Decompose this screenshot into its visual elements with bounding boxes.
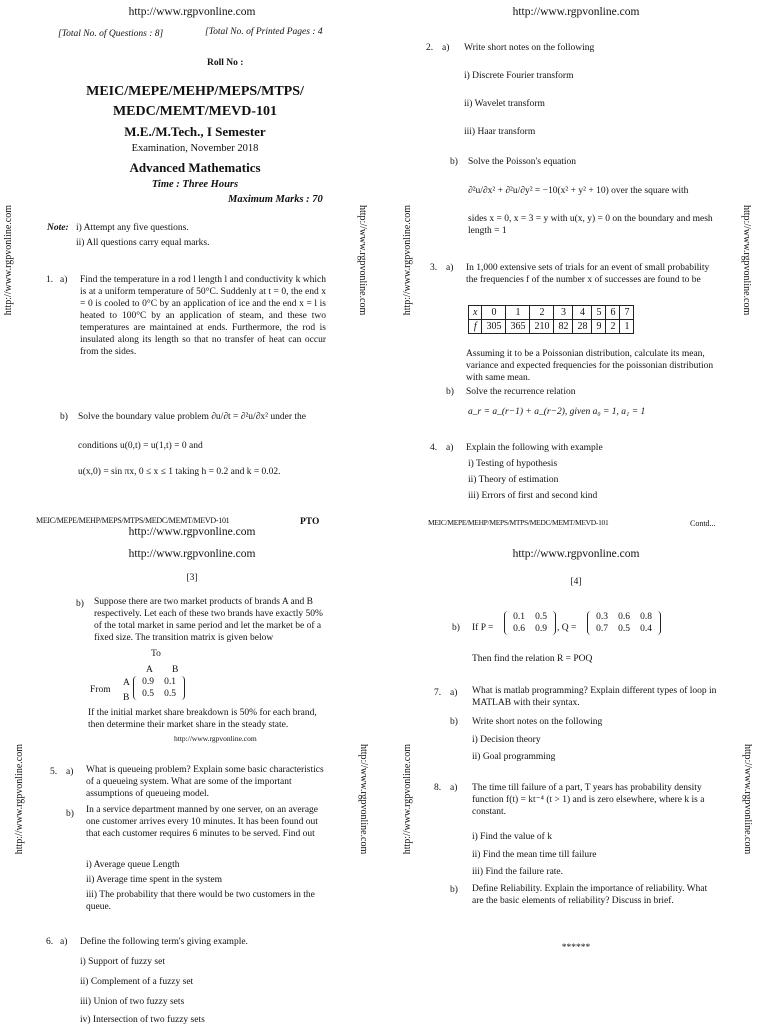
table-cell: 2 xyxy=(606,320,620,334)
table-cell: 1 xyxy=(506,306,530,320)
matrix-q xyxy=(587,611,661,635)
q8a-item-i: i) Find the value of k xyxy=(472,832,552,842)
q4-number: 4. xyxy=(430,443,438,453)
q5a-text: What is queueing problem? Explain some basic characteristics of a queueing system. What are some of the important assumptions of queueing model. xyxy=(86,765,324,799)
matrix-cell: 0.5 xyxy=(164,689,176,699)
table-cell: 28 xyxy=(573,320,592,334)
q3b-text: Solve the recurrence relation xyxy=(466,387,576,397)
q2a-text: Write short notes on the following xyxy=(464,43,595,53)
matrix-cell: 0.3 xyxy=(596,612,608,622)
q4a-label: a) xyxy=(446,443,454,453)
q2a-item-iii: iii) Haar transform xyxy=(464,127,536,137)
q4a-text: Explain the following with example xyxy=(466,443,603,453)
q6a-item-i: i) Support of fuzzy set xyxy=(80,957,165,967)
note-i: i) Attempt any five questions. xyxy=(76,223,189,233)
q5b-item-iii: iii) The probability that there would be two customers in the queue. xyxy=(86,890,315,912)
side-url-right: http://www.rgpvonline.com xyxy=(358,744,369,855)
matrix-cell: 0.9 xyxy=(535,624,547,634)
q7b-item-i: i) Decision theory xyxy=(472,735,541,745)
table-cell: 365 xyxy=(506,320,530,334)
q3b-equation: a_r = a_(r−1) + a_(r−2), given a₀ = 1, a₁ = 1 xyxy=(468,407,646,417)
q4b-after-text: If the initial market share breakdown is 50% for each brand, then determine their market share in the steady state. xyxy=(88,708,317,730)
q4b-text: Suppose there are two market products of brands A and B respectively. Let each of these two brands have exactly 50% of the total market in same period and let the market be of a fixed size. The transition matrix is given below xyxy=(94,597,323,643)
q4a-item-iii: iii) Errors of first and second kind xyxy=(468,491,598,501)
q7a-label: a) xyxy=(450,688,458,698)
matrix-col-b: B xyxy=(172,665,179,675)
note-ii: ii) All questions carry equal marks. xyxy=(76,238,210,248)
side-url-left: http://www.rgpvonline.com xyxy=(402,744,413,855)
course-code-line2: MEDC/MEMT/MEVD-101 xyxy=(112,104,278,119)
total-pages: [Total No. of Printed Pages : 4 xyxy=(205,27,323,37)
q6b-q-label: , Q = xyxy=(557,623,577,633)
q8a-label: a) xyxy=(450,783,458,793)
q6a-label: a) xyxy=(60,937,68,947)
q1b-text: Solve the boundary value problem ∂u/∂t = ∂²u/∂x² under the xyxy=(78,412,306,422)
q2b-equation: ∂²u/∂x² + ∂²u/∂y² = −10(x² + y² + 10) over the square with xyxy=(468,186,689,196)
subject-title: Advanced Mathematics xyxy=(129,160,261,175)
matrix-cell: 0.7 xyxy=(596,624,608,634)
q5b-label: b) xyxy=(66,809,74,819)
side-url-right: http://www.rgpvonline.com xyxy=(357,205,368,316)
table-cell: 5 xyxy=(592,306,606,320)
q6a-item-ii: ii) Complement of a fuzzy set xyxy=(80,977,194,987)
header-url: http://www.rgpvonline.com xyxy=(512,548,640,560)
matrix-cell: 0.6 xyxy=(513,624,525,634)
q5-number: 5. xyxy=(50,767,58,777)
q1a-label: a) xyxy=(60,275,68,285)
matrix-p xyxy=(504,611,556,635)
table-cell: 305 xyxy=(482,320,506,334)
exam-page-1 xyxy=(0,0,384,527)
q4a-item-i: i) Testing of hypothesis xyxy=(468,459,558,469)
exam-time: Time : Three Hours xyxy=(151,179,239,190)
matrix-cell: 0.4 xyxy=(640,624,652,634)
table-cell: 7 xyxy=(620,306,634,320)
q2a-item-i: i) Discrete Fourier transform xyxy=(464,71,574,81)
q1b-conditions-2: u(x,0) = sin πx, 0 ≤ x ≤ 1 taking h = 0.2 and k = 0.02. xyxy=(78,467,281,477)
end-of-paper-mark: ****** xyxy=(561,943,591,953)
frequency-table-row-x xyxy=(469,306,634,320)
q2b-label: b) xyxy=(450,157,458,167)
header-url: http://www.rgpvonline.com xyxy=(128,526,256,538)
q1a-text: Find the temperature in a rod l length l and conductivity k which is at a uniform temperature of 50°C. Suddenly at t = 0, the end x = 0 is cooled to 0°C by an application of ice and the end x = l is heated to 100°C by an application of steam, and these two temperatures are maintained at ends. Furthermore, the rod is insulated along its length so that no transfer of heat can occur from the sides. xyxy=(80,275,326,357)
matrix-row-a: A xyxy=(123,678,130,688)
matrix-cell: 0.8 xyxy=(640,612,652,622)
q2b-sides: sides x = 0, x = 3 = y with u(x, y) = 0 on the boundary and mesh length = 1 xyxy=(468,214,713,236)
q6b-then: Then find the relation R = POQ xyxy=(472,654,593,664)
matrix-row-b: B xyxy=(123,693,130,703)
exam-page-3 xyxy=(0,512,384,1024)
q8a-text: The time till failure of a part, T years has probability density function f(t) = kt⁻⁴ (t > 1) and is zero elsewhere, where k is a constant. xyxy=(472,783,705,817)
table-cell: 82 xyxy=(554,320,573,334)
q1-number: 1. xyxy=(46,275,54,285)
q3a-label: a) xyxy=(446,263,454,273)
table-header-x: x xyxy=(469,306,482,320)
q8a-item-ii: ii) Find the mean time till failure xyxy=(472,850,597,860)
roll-no: Roll No : xyxy=(207,58,244,68)
side-url-left: http://www.rgpvonline.com xyxy=(14,744,25,855)
q8a-item-iii: iii) Find the failure rate. xyxy=(472,867,564,877)
q7b-text: Write short notes on the following xyxy=(472,717,603,727)
matrix-cell: 0.1 xyxy=(513,612,525,622)
matrix-to-label: To xyxy=(151,649,161,659)
frequency-table xyxy=(468,305,634,334)
table-cell: 3 xyxy=(554,306,573,320)
matrix-from-label: From xyxy=(90,685,111,695)
exam-page-2 xyxy=(384,0,768,528)
q7b-label: b) xyxy=(450,717,458,727)
exam-page-4 xyxy=(384,512,768,1024)
matrix-cell: 0.5 xyxy=(618,624,630,634)
matrix-col-a: A xyxy=(146,665,153,675)
header-url: http://www.rgpvonline.com xyxy=(512,6,640,18)
table-header-f: f xyxy=(469,320,482,334)
q2b-text: Solve the Poisson's equation xyxy=(468,157,577,167)
q5b-item-ii: ii) Average time spent in the system xyxy=(86,875,222,885)
table-cell: 9 xyxy=(592,320,606,334)
q4a-item-ii: ii) Theory of estimation xyxy=(468,475,559,485)
q3b-label: b) xyxy=(446,387,454,397)
note-label: Note: xyxy=(47,223,69,233)
table-cell: 1 xyxy=(620,320,634,334)
table-cell: 210 xyxy=(530,320,554,334)
q3a-after-text: Assuming it to be a Poissonian distribution, calculate its mean, variance and expected frequencies for the poissonian distribution with same mean. xyxy=(466,349,714,383)
q7-number: 7. xyxy=(434,688,442,698)
matrix-cell: 0.6 xyxy=(618,612,630,622)
q5a-label: a) xyxy=(66,767,74,777)
table-cell: 6 xyxy=(606,306,620,320)
side-url-left: http://www.rgpvonline.com xyxy=(402,205,413,316)
page-number: [4] xyxy=(570,577,582,587)
q3-number: 3. xyxy=(430,263,438,273)
exam-session: Examination, November 2018 xyxy=(131,143,259,154)
q3a-text: In 1,000 extensive sets of trials for an event of small probability the frequencies f of the number x of successes are found to be xyxy=(466,263,710,285)
q7b-item-ii: ii) Goal programming xyxy=(472,752,556,762)
q8b-text: Define Reliability. Explain the importance of reliability. What are the basic elements of reliability? Discuss in brief. xyxy=(472,884,708,906)
course-code-line1: MEIC/MEPE/MEHP/MEPS/MTPS/ xyxy=(86,84,304,99)
inline-url: http://www.rgpvonline.com xyxy=(174,734,257,743)
q6b-label: b) xyxy=(452,623,460,633)
page-number: [3] xyxy=(186,573,198,583)
q6a-item-iii: iii) Union of two fuzzy sets xyxy=(80,997,185,1007)
q2-number: 2. xyxy=(426,43,434,53)
side-url-left: http://www.rgpvonline.com xyxy=(3,205,14,316)
q5b-item-i: i) Average queue Length xyxy=(86,860,180,870)
footer-pto: PTO xyxy=(300,517,320,527)
side-url-right: http://www.rgpvonline.com xyxy=(741,205,752,316)
q4b-label: b) xyxy=(76,599,84,609)
matrix-cell: 0.1 xyxy=(164,677,176,687)
q8b-label: b) xyxy=(450,885,458,895)
transition-matrix xyxy=(133,676,185,700)
q1b-label: b) xyxy=(60,412,68,422)
footer-code: MEIC/MEPE/MEHP/MEPS/MTPS/MEDC/MEMT/MEVD-101 xyxy=(428,518,609,527)
q6a-text: Define the following term's giving example. xyxy=(80,937,248,947)
table-cell: 4 xyxy=(573,306,592,320)
matrix-cell: 0.9 xyxy=(142,677,154,687)
q6-number: 6. xyxy=(46,937,54,947)
frequency-table-row-f xyxy=(469,320,634,334)
table-cell: 0 xyxy=(482,306,506,320)
q1b-conditions-1: conditions u(0,t) = u(1,t) = 0 and xyxy=(78,441,203,451)
q8-number: 8. xyxy=(434,783,442,793)
matrix-cell: 0.5 xyxy=(535,612,547,622)
table-cell: 2 xyxy=(530,306,554,320)
max-marks: Maximum Marks : 70 xyxy=(228,194,323,205)
degree: M.E./M.Tech., I Semester xyxy=(124,124,266,139)
total-questions: [Total No. of Questions : 8] xyxy=(58,29,164,39)
header-url: http://www.rgpvonline.com xyxy=(128,6,256,18)
q2a-item-ii: ii) Wavelet transform xyxy=(464,99,545,109)
q2a-label: a) xyxy=(442,43,450,53)
q6b-if: If P = xyxy=(472,623,494,633)
q5b-text: In a service department manned by one server, on an average one customer arrives every 10 minutes. It has been found out that each customer requires 6 minutes to be served. Find out xyxy=(86,805,318,839)
side-url-right: http://www.rgpvonline.com xyxy=(742,744,753,855)
footer-contd: Contd... xyxy=(690,519,716,528)
footer-code: MEIC/MEPE/MEHP/MEPS/MTPS/MEDC/MEMT/MEVD-101 xyxy=(36,516,230,525)
q7a-text: What is matlab programming? Explain different types of loop in MATLAB with their syntax. xyxy=(472,686,717,708)
matrix-cell: 0.5 xyxy=(142,689,154,699)
q6a-item-iv: iv) Intersection of two fuzzy sets xyxy=(80,1015,205,1025)
header-url: http://www.rgpvonline.com xyxy=(128,548,256,560)
